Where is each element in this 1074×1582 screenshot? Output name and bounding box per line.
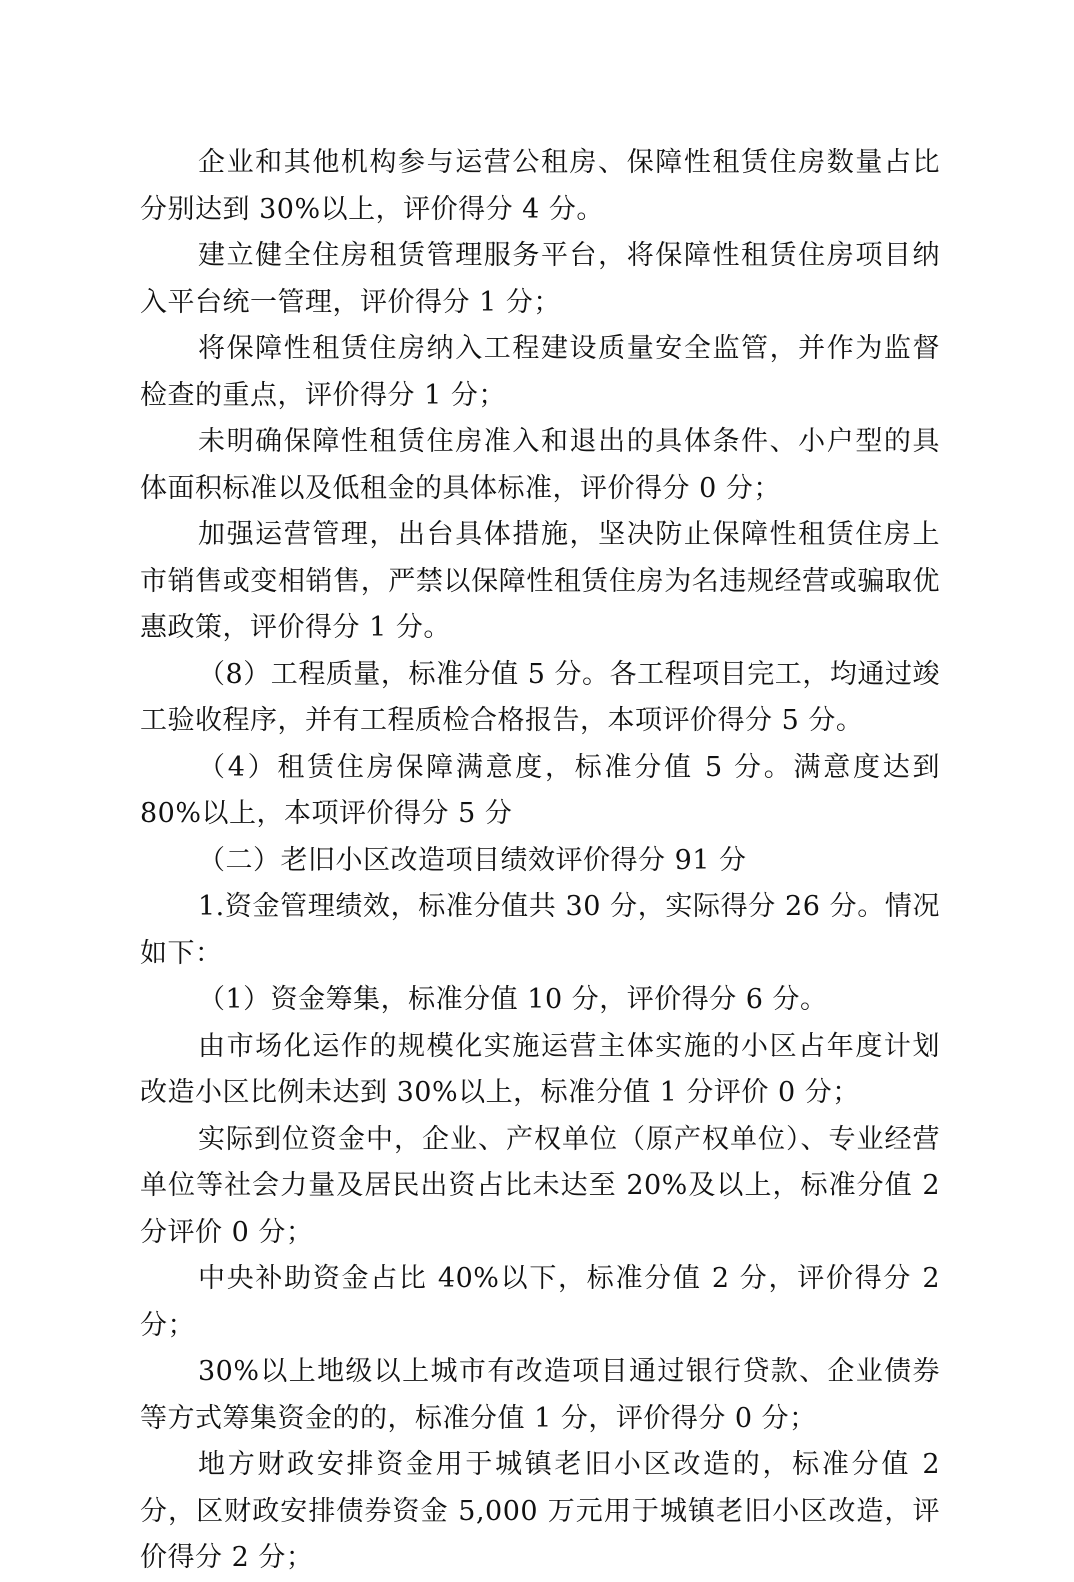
paragraph-quality-supervision: 将保障性租赁住房纳入工程建设质量安全监管，并作为监督检查的重点，评价得分 1 分； <box>140 333 940 411</box>
paragraph-operation-management: 加强运营管理，出台具体措施，坚决防止保障性租赁住房上市销售或变相销售，严禁以保障性租赁住房为名违规经营或骗取优惠政策，评价得分 1 分。 <box>140 519 940 643</box>
document-page <box>140 140 940 1582</box>
paragraph-fund-management: 1.资金管理绩效，标准分值共 30 分，实际得分 26 分。情况如下： <box>140 891 940 969</box>
paragraph-local-finance: 地方财政安排资金用于城镇老旧小区改造的，标准分值 2 分，区财政安排债券资金 5,000 万元用于城镇老旧小区改造，评价得分 2 分； <box>140 1449 940 1573</box>
paragraph-fund-raising: （1）资金筹集，标准分值 10 分，评价得分 6 分。 <box>198 984 828 1015</box>
paragraph-central-subsidy: 中央补助资金占比 40%以下，标准分值 2 分，评价得分 2 分； <box>140 1263 940 1341</box>
paragraph-operators-ratio: 企业和其他机构参与运营公租房、保障性租赁住房数量占比分别达到 30%以上，评价得分 4 分。 <box>140 147 940 225</box>
paragraph-social-funding: 实际到位资金中，企业、产权单位（原产权单位）、专业经营单位等社会力量及居民出资占比未达至 20%及以上，标准分值 2 分评价 0 分； <box>140 1123 940 1248</box>
paragraph-rental-platform: 建立健全住房租赁管理服务平台，将保障性租赁住房项目纳入平台统一管理，评价得分 1 分； <box>140 240 940 318</box>
paragraph-market-operation: 由市场化运作的规模化实施运营主体实施的小区占年度计划改造小区比例未达到 30%以上，标准分值 1 分评价 0 分； <box>140 1030 940 1108</box>
section-heading-old-community: （二）老旧小区改造项目绩效评价得分 91 分 <box>198 844 747 876</box>
paragraph-satisfaction: （4）租赁住房保障满意度，标准分值 5 分。满意度达到 80%以上，本项评价得分 5 分 <box>140 751 940 829</box>
paragraph-entry-exit-standards: 未明确保障性租赁住房准入和退出的具体条件、小户型的具体面积标准以及低租金的具体标准，评价得分 0 分； <box>140 426 940 504</box>
paragraph-engineering-quality: （8）工程质量，标准分值 5 分。各工程项目完工，均通过竣工验收程序，并有工程质检合格报告，本项评价得分 5 分。 <box>140 658 940 736</box>
paragraph-bank-loans: 30%以上地级以上城市有改造项目通过银行贷款、企业债券等方式筹集资金的的，标准分值 1 分，评价得分 0 分； <box>140 1356 940 1434</box>
